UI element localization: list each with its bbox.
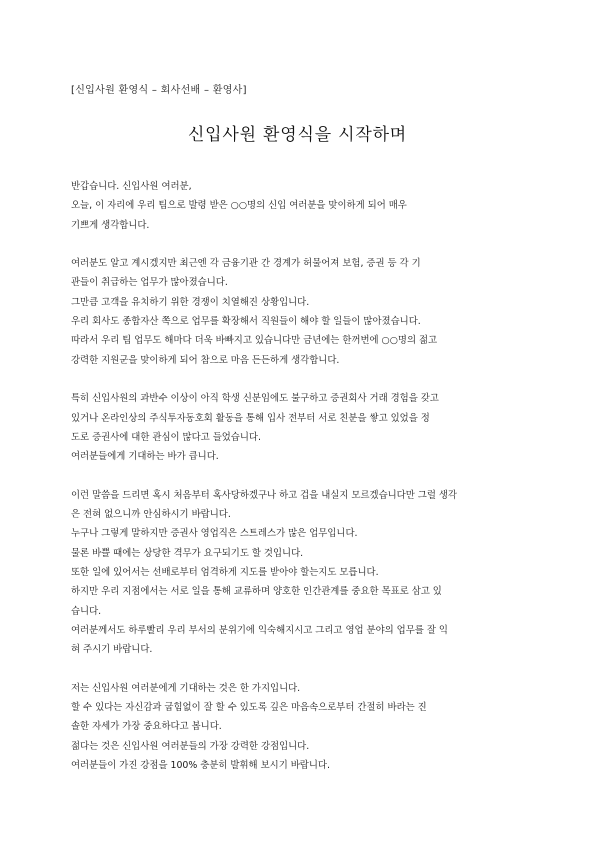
paragraph [71, 389, 527, 466]
paragraph [71, 486, 527, 660]
sentence: 우리 회사도 종합자산 쪽으로 업무를 확장해서 직원들이 해야 할 일들이 많아졌습니다. [71, 316, 421, 328]
paragraph-gap [71, 659, 527, 678]
sentence: 젊다는 것은 신입사원 여러분들의 가장 강력한 강점입니다. [71, 740, 310, 752]
sentence: 할 수 있다는 자신감과 굽힘없이 잘 할 수 있도록 깊은 마음속으로부터 간절히 바라는 진 솔한 자세가 가장 중요하다고 봅니다. [71, 702, 427, 733]
paragraph-gap [71, 235, 527, 254]
paragraph [71, 679, 527, 775]
sentence: 누구나 그렇게 말하지만 증권사 영업직은 스트레스가 많은 업무입니다. [71, 528, 358, 540]
sentence: 오늘, 이 자리에 우리 팀으로 발령 받은 ○○명의 신입 여러분을 맞이하게 되어 매우 기쁘게 생각합니다. [71, 200, 407, 231]
sentence: 따라서 우리 팀 업무도 해마다 더욱 바빠지고 있습니다만 금년에는 한꺼번에 ○○명의 젊고 강력한 지원군을 맞이하게 되어 참으로 마음 든든하게 생각합니다. [71, 335, 438, 366]
sentence: 반갑습니다. 신입사원 여러분, [71, 181, 192, 192]
paragraph-gap [71, 370, 527, 389]
sentence: 특히 신입사원의 과반수 이상이 아직 학생 신분임에도 불구하고 증권회사 거래 경험을 갖고 있거나 온라인상의 주식투자동호회 활동을 통해 입사 전부터 서로 친분을 쌓고 있었을 정 도로 증권사에 대한 관심이 많다고 들었습니다. [71, 393, 439, 443]
sentence: 이런 말씀을 드리면 혹시 처음부터 혹사당하겠구나 하고 겁을 내실지 모르겠습니다만 그럴 생각 은 전혀 없으니까 안심하시기 바랍니다. [71, 489, 457, 521]
page-title: 신입사원 환영식을 시작하며 [187, 125, 408, 145]
paragraph [71, 254, 527, 370]
sentence: 물론 바쁠 때에는 상당한 격무가 요구되기도 할 것입니다. [71, 547, 304, 559]
sentence: 저는 신입사원 여러분에게 기대하는 것은 한 가지입니다. [71, 682, 301, 694]
document-body [71, 177, 527, 775]
sentence: 여러분도 알고 계시겠지만 최근엔 각 금융기관 간 경계가 허물어져 보험, 증권 등 각 기 관들이 취급하는 업무가 많아졌습니다. [71, 258, 421, 289]
sentence: 여러분께서도 하루빨리 우리 부서의 분위기에 익숙해지시고 그리고 영업 분야의 업무를 잘 익 혀 주시기 바랍니다. [71, 624, 448, 656]
paragraph-gap [71, 466, 527, 485]
document-header: [신입사원 환영식 – 회사선배 – 환영사] [71, 85, 247, 96]
sentence: 또한 일에 있어서는 선배로부터 엄격하게 지도를 받아야 할는지도 모릅니다. [71, 566, 379, 578]
sentence: 여러분들에게 기대하는 바가 큽니다. [71, 451, 219, 463]
sentence: 그만큼 고객을 유치하기 위한 경쟁이 치열해진 상황입니다. [71, 296, 310, 308]
sentence: 여러분들이 가진 강점을 100% 충분히 발휘해 보시기 바랍니다. [71, 759, 330, 771]
sentence: 하지만 우리 지점에서는 서로 일을 통해 교류하며 양호한 인간관계를 중요한 목표로 삼고 있 습니다. [71, 586, 442, 617]
paragraph [71, 177, 527, 235]
